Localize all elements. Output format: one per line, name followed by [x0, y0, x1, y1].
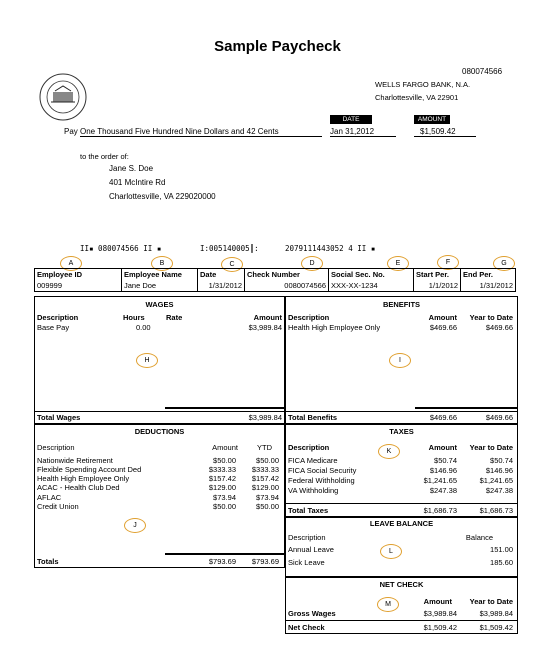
marker-g: G: [493, 256, 515, 271]
tax-ytd: $146.96: [485, 466, 513, 475]
header-start-period: Start Per.: [414, 269, 461, 281]
wages-col-amount: Amount: [253, 313, 282, 322]
deductions-col-description: Description: [37, 443, 75, 452]
benefits-divider: [285, 411, 518, 412]
marker-i: I: [389, 353, 411, 368]
wages-title: WAGES: [145, 300, 174, 309]
taxes-col-description: Description: [288, 443, 330, 452]
deductions-total-amount: $793.69: [208, 557, 236, 566]
benefits-col-amount: Amount: [428, 313, 457, 322]
taxes-col-amount: Amount: [428, 443, 457, 452]
tax-description: FICA Medicare: [288, 456, 338, 465]
bank-city: Charlottesville, VA 22901: [375, 93, 459, 102]
tax-amount: $146.96: [429, 466, 457, 475]
marker-b: B: [151, 256, 173, 271]
gross-wages-label: Gross Wages: [288, 609, 336, 618]
deduction-amount: $333.33: [208, 465, 236, 474]
micr-account: I:005140005║:: [200, 244, 259, 253]
benefits-total-label: Total Benefits: [288, 413, 338, 422]
tax-amount: $247.38: [429, 486, 457, 495]
date-label: DATE: [330, 115, 372, 124]
gross-wages-amount: $3,989.84: [423, 609, 457, 618]
marker-k: K: [378, 444, 400, 459]
deduction-ytd: $129.00: [251, 483, 279, 492]
leave-description: Annual Leave: [288, 545, 334, 554]
leave-col-balance: Balance: [465, 533, 493, 542]
leave-balance: 151.00: [490, 545, 513, 554]
benefits-total-rule: [415, 407, 517, 409]
check-number-top: 080074566: [462, 67, 503, 76]
net-divider: [285, 620, 518, 621]
header-employee-name: Employee Name: [122, 269, 198, 281]
deduction-description: Nationwide Retirement: [37, 456, 113, 465]
deductions-col-ytd: YTD: [257, 443, 272, 452]
marker-d: D: [301, 256, 323, 271]
wages-row-amount: $3,989.84: [248, 323, 282, 332]
micr-check: 2079111443052 4 II ▪: [285, 244, 376, 253]
net-col-amount: Amount: [423, 597, 452, 606]
deduction-amount: $50.00: [213, 502, 236, 511]
wages-row-description: Base Pay: [37, 323, 70, 332]
wages-col-rate: Rate: [166, 313, 183, 322]
city-seal-icon: [38, 72, 88, 122]
pay-label: Pay: [64, 127, 78, 136]
taxes-title: TAXES: [389, 427, 414, 436]
benefits-col-ytd: Year to Date: [469, 313, 513, 322]
check-number: 0080074566: [245, 280, 329, 292]
net-check-title: NET CHECK: [379, 580, 424, 589]
benefits-row-ytd: $469.66: [485, 323, 513, 332]
employee-name: Jane Doe: [122, 280, 198, 292]
marker-h: H: [136, 353, 158, 368]
tax-description: Federal Withholding: [288, 476, 355, 485]
marker-l: L: [380, 544, 402, 559]
payee-name: Jane S. Doe: [109, 164, 154, 173]
benefits-total-amount: $469.66: [429, 413, 457, 422]
leave-balance: 185.60: [490, 558, 513, 567]
net-check-ytd: $1,509.42: [479, 623, 513, 632]
taxes-total-amount: $1,686.73: [423, 506, 457, 515]
benefits-row-amount: $469.66: [429, 323, 457, 332]
wages-total-value: $3,989.84: [248, 413, 282, 422]
check-date: 1/31/2012: [198, 280, 245, 292]
amount-label: AMOUNT: [414, 115, 450, 124]
leave-col-description: Description: [288, 533, 326, 542]
end-period: 1/31/2012: [461, 280, 516, 292]
leave-title: LEAVE BALANCE: [369, 519, 434, 528]
deduction-description: Flexible Spending Account Ded: [37, 465, 142, 474]
deduction-amount: $73.94: [213, 493, 236, 502]
net-col-ytd: Year to Date: [469, 597, 513, 606]
deduction-ytd: $333.33: [251, 465, 279, 474]
deduction-ytd: $73.94: [256, 493, 279, 502]
tax-amount: $1,241.65: [423, 476, 457, 485]
tax-ytd: $1,241.65: [479, 476, 513, 485]
payee-street: 401 McIntire Rd: [109, 178, 166, 187]
benefits-total-ytd: $469.66: [485, 413, 513, 422]
employee-info-table: [34, 268, 516, 292]
taxes-col-ytd: Year to Date: [469, 443, 513, 452]
wages-col-description: Description: [37, 313, 79, 322]
deduction-description: AFLAC: [37, 493, 62, 502]
net-check-amount: $1,509.42: [423, 623, 457, 632]
header-employee-id: Employee ID: [35, 269, 122, 281]
page-title: Sample Paycheck: [214, 38, 341, 55]
employee-id: 009999: [35, 280, 122, 292]
marker-e: E: [387, 256, 409, 271]
leave-description: Sick Leave: [288, 558, 325, 567]
tax-ytd: $247.38: [485, 486, 513, 495]
header-end-period: End Per.: [461, 269, 516, 281]
marker-c: C: [221, 257, 243, 272]
pay-words: One Thousand Five Hundred Nine Dollars and 42 Cents: [80, 127, 322, 137]
deduction-description: ACAC - Health Club Ded: [37, 483, 120, 492]
header-date: Date: [198, 269, 245, 281]
taxes-total-label: Total Taxes: [288, 506, 329, 515]
payee-city: Charlottesville, VA 229020000: [109, 192, 216, 201]
order-label: to the order of:: [80, 152, 129, 161]
marker-j: J: [124, 518, 146, 533]
gross-wages-ytd: $3,989.84: [479, 609, 513, 618]
date-value: Jan 31,2012: [330, 127, 396, 137]
deduction-amount: $129.00: [208, 483, 236, 492]
deduction-description: Health High Employee Only: [37, 474, 130, 483]
start-period: 1/1/2012: [414, 280, 461, 292]
taxes-divider: [285, 503, 518, 504]
bank-name: WELLS FARGO BANK, N.A.: [375, 80, 471, 89]
tax-description: FICA Social Security: [288, 466, 357, 475]
deduction-description: Credit Union: [37, 502, 79, 511]
marker-m: M: [377, 597, 399, 612]
marker-f: F: [437, 255, 459, 270]
net-check-label: Net Check: [288, 623, 325, 632]
micr-routing: II▪ 080074566 II ▪: [80, 244, 162, 253]
deductions-total-rule: [165, 553, 284, 555]
header-ssn: Social Sec. No.: [329, 269, 414, 281]
wages-total-label: Total Wages: [37, 413, 81, 422]
tax-description: VA Withholding: [288, 486, 339, 495]
deduction-amount: $50.00: [213, 456, 236, 465]
benefits-col-description: Description: [288, 313, 330, 322]
wages-row-hours: 0.00: [136, 323, 151, 332]
deduction-ytd: $50.00: [256, 456, 279, 465]
wages-total-rule: [165, 407, 284, 409]
taxes-total-ytd: $1,686.73: [479, 506, 513, 515]
deduction-amount: $157.42: [208, 474, 236, 483]
benefits-title: BENEFITS: [382, 300, 421, 309]
wages-divider: [34, 411, 285, 412]
deductions-total-ytd: $793.69: [251, 557, 279, 566]
amount-value: $1,509.42: [414, 127, 476, 137]
tax-amount: $50.74: [434, 456, 457, 465]
deductions-total-label: Totals: [37, 557, 59, 566]
deductions-title: DEDUCTIONS: [134, 427, 185, 436]
deductions-col-amount: Amount: [212, 443, 238, 452]
deduction-ytd: $50.00: [256, 502, 279, 511]
wages-col-hours: Hours: [123, 313, 145, 322]
benefits-row-description: Health High Employee Only: [288, 323, 381, 332]
ssn: XXX-XX-1234: [329, 280, 414, 292]
tax-ytd: $50.74: [490, 456, 513, 465]
header-check-number: Check Number: [245, 269, 329, 281]
marker-a: A: [60, 256, 82, 271]
deduction-ytd: $157.42: [251, 474, 279, 483]
